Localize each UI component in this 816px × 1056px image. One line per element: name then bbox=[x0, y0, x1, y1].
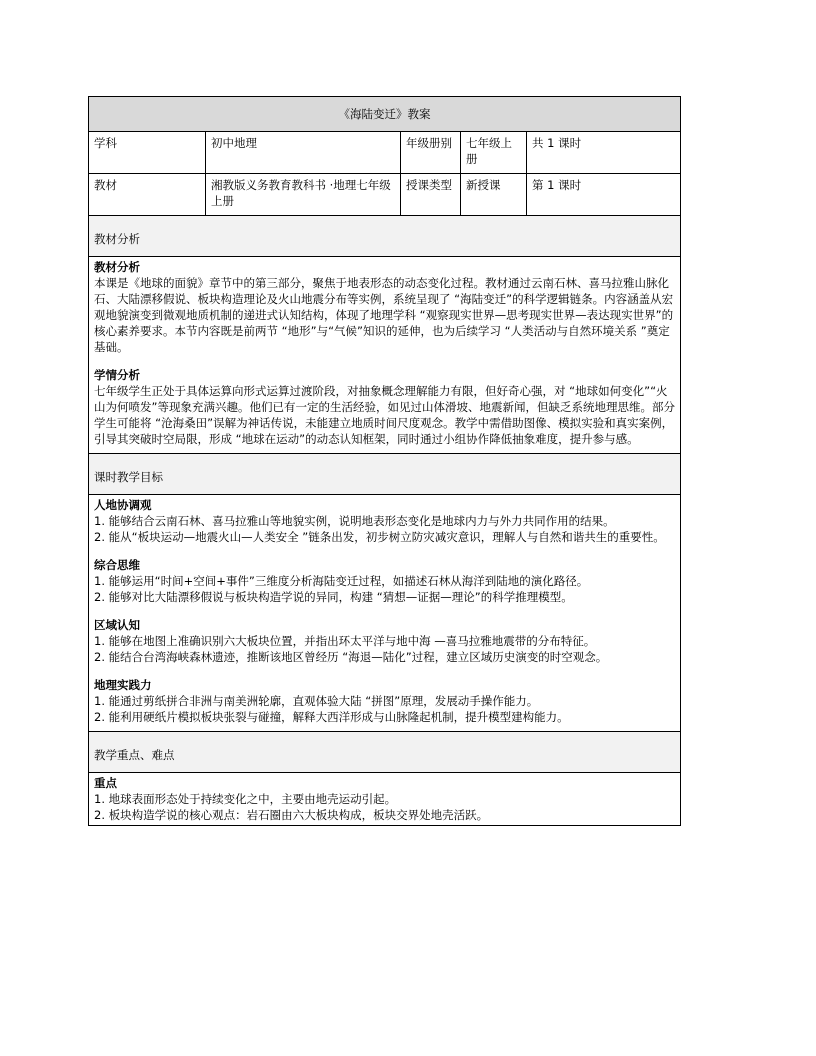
goal-group-title: 综合思维 bbox=[94, 558, 140, 572]
material-analysis-text: 本课是《地球的面貌》章节中的第三部分，聚焦于地表形态的动态变化过程。教材通过云南石林、喜马拉雅山脉化石、大陆漂移假说、板块构造理论及火山地震分布等实例，系统呈现了 “海陆变迁”的科学逻辑链条。内容涵盖从宏观地貌演变到微观地质机制的递进式认知结构，体现了地理学科 “观察现实世界—思考现实世界—表达现实世界”的核心素养要求。本节内容既是前两节 “地形”与“气候”知识的延伸，也为后续学习 “人类活动与自然环境关系 ”奠定基础。 bbox=[94, 276, 674, 354]
section-heading-focus: 教学重点、难点 bbox=[89, 732, 681, 773]
lesson-plan-document bbox=[88, 96, 680, 826]
key-point-item: 2. 板块构造学说的核心观点：岩石圈由六大板块构成，板块交界处地壳活跃。 bbox=[94, 808, 489, 822]
subheading-student: 学情分析 bbox=[94, 368, 140, 382]
lesson-type-label: 授课类型 bbox=[401, 174, 461, 216]
goal-item: 2. 能利用硬纸片模拟板块张裂与碰撞，解释大西洋形成与山脉隆起机制，提升模型建构能力。 bbox=[94, 710, 569, 724]
goal-group-title: 区域认知 bbox=[94, 618, 140, 632]
textbook-label: 教材 bbox=[89, 174, 206, 216]
document-title: 《海陆变迁》教案 bbox=[89, 97, 681, 132]
goal-item: 2. 能从“板块运动—地震火山—人类安全 ”链条出发，初步树立防灾减灾意识，理解人与自然和谐共生的重要性。 bbox=[94, 530, 665, 544]
info-row-textbook bbox=[89, 174, 681, 216]
goal-item: 1. 能通过剪纸拼合非洲与南美洲轮廓，直观体验大陆 “拼图”原理，发展动手操作能力。 bbox=[94, 694, 539, 708]
subheading-material: 教材分析 bbox=[94, 260, 140, 274]
key-point-item: 1. 地球表面形态处于持续变化之中，主要由地壳运动引起。 bbox=[94, 792, 397, 806]
subject-label: 学科 bbox=[89, 132, 206, 174]
textbook-value: 湘教版义务教育教科书 ·地理七年级上册 bbox=[206, 174, 401, 216]
grade-value: 七年级上册 bbox=[461, 132, 527, 174]
section-body-goals bbox=[89, 495, 681, 732]
goal-item: 1. 能够在地图上准确识别六大板块位置，并指出环太平洋与地中海 —喜马拉雅地震带的分布特征。 bbox=[94, 634, 596, 648]
subheading-key-points: 重点 bbox=[94, 776, 117, 790]
goal-item: 2. 能够对比大陆漂移假说与板块构造学说的异同，构建 “猜想—证据—理论”的科学推理模型。 bbox=[94, 590, 573, 604]
goal-group-title: 地理实践力 bbox=[94, 678, 152, 692]
section-body-focus bbox=[89, 773, 681, 826]
goal-group-title: 人地协调观 bbox=[94, 498, 152, 512]
goal-item: 2. 能结合台湾海峡森林遗迹，推断该地区曾经历 “海退—陆化”过程，建立区域历史演变的时空观念。 bbox=[94, 650, 608, 664]
section-heading-goals: 课时教学目标 bbox=[89, 454, 681, 495]
grade-label: 年级册别 bbox=[401, 132, 461, 174]
subject-value: 初中地理 bbox=[206, 132, 401, 174]
total-hours: 共 1 课时 bbox=[527, 132, 681, 174]
lesson-number: 第 1 课时 bbox=[527, 174, 681, 216]
lesson-plan-table bbox=[88, 96, 681, 826]
lesson-type-value: 新授课 bbox=[461, 174, 527, 216]
info-row-subject bbox=[89, 132, 681, 174]
student-analysis-text: 七年级学生正处于具体运算向形式运算过渡阶段，对抽象概念理解能力有限，但好奇心强，对 “地球如何变化”“火山为何喷发”等现象充满兴趣。他们已有一定的生活经验，如见过山体滑坡、地震新闻，但缺乏系统地理思维。部分学生可能将 “沧海桑田”误解为神话传说，未能建立地质时间尺度观念。教学中需借助图像、模拟实验和真实案例，引导其突破时空局限，形成 “地球在运动”的动态认知框架，同时通过小组协作降低抽象难度，提升参与感。 bbox=[94, 384, 675, 446]
goal-item: 1. 能够运用“时间+空间+事件”三维度分析海陆变迁过程，如描述石林从海洋到陆地的演化路径。 bbox=[94, 574, 589, 588]
section-heading-analysis: 教材分析 bbox=[89, 216, 681, 257]
section-body-analysis bbox=[89, 257, 681, 454]
goal-item: 1. 能够结合云南石林、喜马拉雅山等地貌实例，说明地表形态变化是地球内力与外力共同作用的结果。 bbox=[94, 514, 615, 528]
